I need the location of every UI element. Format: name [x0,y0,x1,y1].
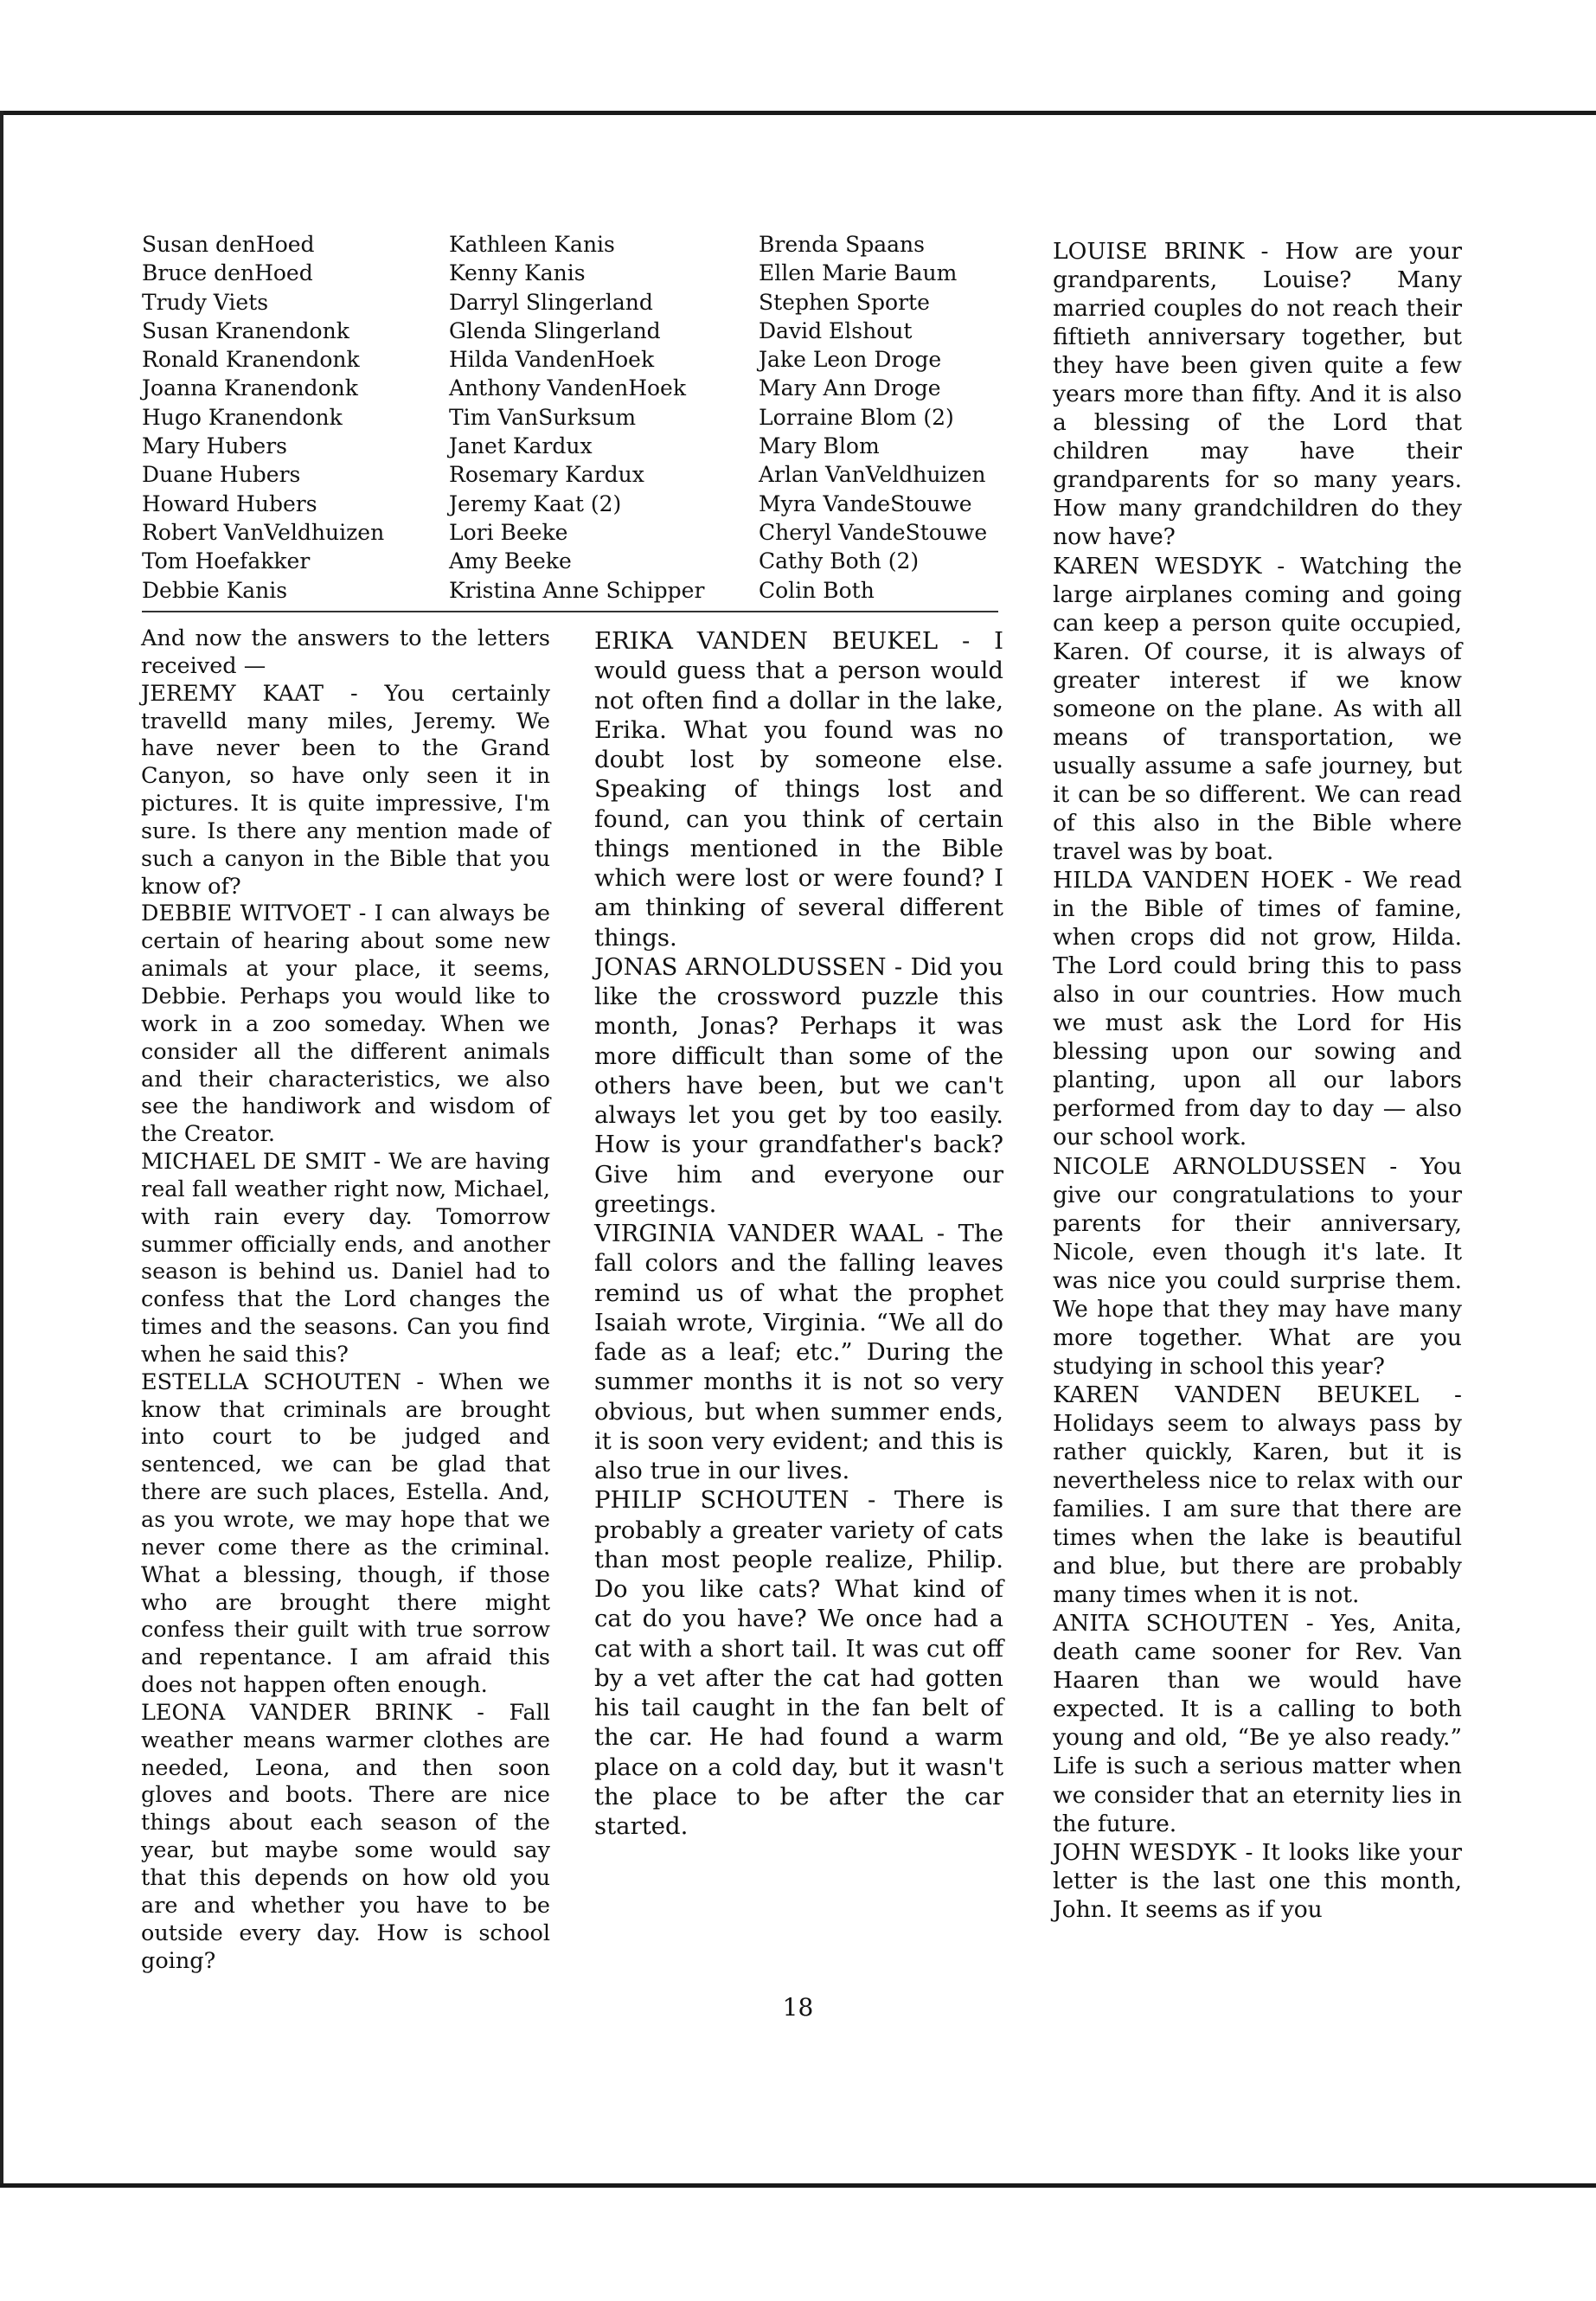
letters-column-left [141,625,550,1975]
name-entry: Ronald Kranendonk [142,347,360,373]
letter-reply: LEONA VANDER BRINK - Fall weather means warmer clothes are needed, Leona, and then soon gloves and boots. There are nice things about each season of the year, but maybe some would say that this depends on how old you are and whether you have to be outside every day. How is school going? [141,1699,550,1974]
name-entry: Bruce denHoed [142,260,313,286]
scan-left-edge [0,111,3,2187]
name-entry: Brenda Spaans [759,232,925,257]
name-entry: Howard Hubers [142,490,317,516]
letter-reply: VIRGINIA VANDER WAAL - The fall colors and the falling leaves remind us of what the prophet Isaiah wrote, Virginia. “We all do fade as a leaf; etc.” During the summer months it is not so very obvious, but when summer ends, it is soon very evident; and this is also true in our lives. [594,1220,1003,1484]
name-entry: Kathleen Kanis [449,232,615,257]
name-entry: Mary Blom [759,433,880,459]
names-divider-rule [142,611,998,612]
letter-reply: JONAS ARNOLDUSSEN - Did you like the crossword puzzle this month, Jonas? Perhaps it was more difficult than some of the others have been, but we can't always let you get by too easily. How is your grandfather's back? Give him and everyone our greetings. [594,952,1003,1218]
name-entry: Robert VanVeldhuizen [142,519,385,545]
name-entry: Jeremy Kaat (2) [449,490,622,516]
name-entry: Amy Beeke [449,548,572,574]
letter-reply: MICHAEL DE SMIT - We are having real fall weather right now, Michael, with rain every day. Tomorrow summer officially ends, and another season is behind us. Daniel had to confess that the Lord changes the times and the seasons. Can you find when he said this? [141,1149,550,1368]
name-entry: David Elshout [759,317,913,343]
name-entry: Mary Ann Droge [759,375,941,401]
name-entry: Tim VanSurksum [449,404,637,430]
name-entry: Colin Both [759,577,875,603]
letter-reply: KAREN WESDYK - Watching the large airplanes coming and going can keep a person quite occupied, Karen. Of course, it is always of greater interest if we know someone on the plane. As with all means of transportation, we usually assume a safe journey, but it can be so different. We can read of this also in the Bible where travel was by boat. [1053,552,1462,865]
name-entry: Duane Hubers [142,462,301,488]
name-entry: Joanna Kranendonk [142,375,358,401]
name-entry: Cheryl VandeStouwe [759,519,988,545]
name-entry: Susan Kranendonk [142,317,349,343]
letter-reply: ANITA SCHOUTEN - Yes, Anita, death came sooner for Rev. Van Haaren than we would have expected. It is a calling to both young and old, “Be ye also ready.” Life is such a serious matter when we consider that an eternity lies in the future. [1053,1610,1462,1837]
letter-reply: NICOLE ARNOLDUSSEN - You give our congratulations to your parents for their anniversary, Nicole, even though it's late. It was nice you could surprise them. We hope that they may have many more together. What are you studying in school this year? [1053,1152,1462,1380]
name-entry: Tom Hoefakker [142,548,311,574]
letter-reply: LOUISE BRINK - How are your grandparents, Louise? Many married couples do not reach their fiftieth anniversary together, but they have been given quite a few years more than fifty. And it is also a blessing of the Lord that children may have their grandparents for so many years. How many grandchildren do they now have? [1053,238,1462,551]
name-entry: Debbie Kanis [142,577,288,603]
name-entry: Ellen Marie Baum [759,260,958,286]
name-entry: Stephen Sporte [759,289,930,315]
letter-reply: PHILIP SCHOUTEN - There is probably a greater variety of cats than most people realize, Philip. Do you like cats? What kind of cat do you have? We once had a cat with a short tail. It was cut off by a vet after the cat had gotten his tail caught in the fan belt of the car. He had found a warm place on a cold day, but it wasn't the place to be after the car started. [594,1486,1003,1840]
letter-reply: JOHN WESDYK - It looks like your letter is the last one this month, John. It seems as if you [1053,1838,1462,1923]
name-entry: Susan denHoed [142,232,315,257]
page-number: 18 [782,1993,814,2022]
letter-reply: ERIKA VANDEN BEUKEL - I would guess that a person would not often find a dollar in the lake, Erika. What you found was no doubt lost by someone else. Speaking of things lost and found, can you think of certain things mentioned in the Bible which were lost or were found? I am thinking of several different things. [594,627,1003,952]
letter-reply: JEREMY KAAT - You certainly travelld many miles, Jeremy. We have never been to the Grand Canyon, so have only seen it in pictures. It is quite impressive, I'm sure. Is there any mention made of such a canyon in the Bible that you know of? [141,680,550,900]
letter-reply: DEBBIE WITVOET - I can always be certain of hearing about some new animals at your place, it seems, Debbie. Perhaps you would like to work in a zoo someday. When we consider all the different animals and their characteristics, we also see the handiwork and wisdom of the Creator. [141,901,550,1148]
name-entry: Hilda VandenHoek [449,347,655,373]
names-column-1 [142,230,384,605]
name-entry: Arlan VanVeldhuizen [759,462,986,488]
names-column-2 [449,230,704,605]
scan-bottom-edge [0,2183,1596,2188]
letters-column-right [1053,237,1462,1924]
letter-reply: HILDA VANDEN HOEK - We read in the Bible of times of famine, when crops did not grow, Hilda. The Lord could bring this to pass also in our countries. How much we must ask the Lord for His blessing upon our sowing and planting, upon all our labors performed from day to day — also our school work. [1053,867,1462,1151]
name-entry: Myra VandeStouwe [759,490,972,516]
name-entry: Jake Leon Droge [759,347,942,373]
name-entry: Trudy Viets [142,289,269,315]
name-entry: Lorraine Blom (2) [759,404,954,430]
letter-reply: KAREN VANDEN BEUKEL - Holidays seem to always pass by rather quickly, Karen, but it is nevertheless nice to relax with our families. I am sure that there are times when the lake is beautiful and blue, but there are probably many times when it is not. [1053,1381,1462,1609]
name-entry: Kristina Anne Schipper [449,577,705,603]
name-entry: Darryl Slingerland [449,289,653,315]
letters-column-middle [594,626,1003,1841]
name-entry: Rosemary Kardux [449,462,644,488]
name-entry: Cathy Both (2) [759,548,920,574]
name-entry: Glenda Slingerland [449,317,661,343]
name-entry: Janet Kardux [449,433,593,459]
letters-intro: And now the answers to the letters received — [141,625,550,679]
name-entry: Mary Hubers [142,433,288,459]
name-entry: Anthony VandenHoek [449,375,686,401]
name-entry: Lori Beeke [449,519,568,545]
names-column-3 [759,230,987,605]
scan-top-edge [0,111,1596,115]
name-entry: Hugo Kranendonk [142,404,343,430]
letter-reply: ESTELLA SCHOUTEN - When we know that criminals are brought into court to be judged and sentenced, we can be glad that there are such places, Estella. And, as you wrote, we may hope that we never come there as the criminal. What a blessing, though, if those who are brought there might confess their guilt with true sorrow and repentance. I am afraid this does not happen often enough. [141,1368,550,1699]
name-entry: Kenny Kanis [449,260,586,286]
